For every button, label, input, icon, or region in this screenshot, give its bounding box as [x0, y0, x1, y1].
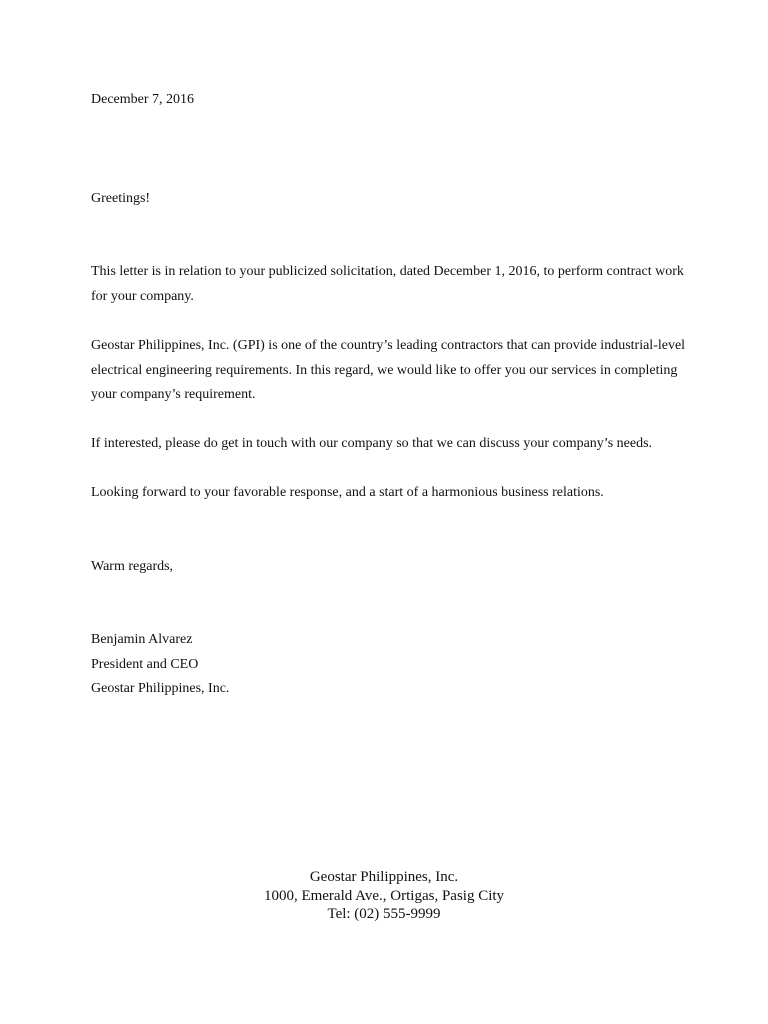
- signature-block: [91, 628, 687, 702]
- paragraph-line: Geostar Philippines, Inc. (GPI) is one of the country’s leading contractors that can provide industrial-level: [91, 338, 686, 353]
- signature-company: Geostar Philippines, Inc.: [91, 681, 230, 696]
- letter-date: December 7, 2016: [91, 92, 195, 107]
- paragraph-line: If interested, please do get in touch with our company so that we can discuss your company’s needs.: [91, 436, 653, 451]
- letter-greeting: Greetings!: [91, 191, 151, 206]
- letter-closing: Warm regards,: [91, 559, 174, 574]
- paragraph-contact: [91, 432, 687, 457]
- letterhead-footer: [0, 868, 768, 924]
- footer-tel: Tel: (02) 555-9999: [327, 906, 441, 922]
- paragraph-line: This letter is in relation to your publicized solicitation, dated December 1, 2016, to perform contract work: [91, 264, 684, 279]
- footer-company: Geostar Philippines, Inc.: [309, 869, 459, 885]
- paragraph-offer: [91, 334, 687, 408]
- paragraph-closing-remark: [91, 481, 687, 506]
- paragraph-line: your company’s requirement.: [91, 387, 256, 402]
- paragraph-line: electrical engineering requirements. In this regard, we would like to offer you our services in completing: [91, 362, 678, 378]
- paragraph-line: Looking forward to your favorable response, and a start of a harmonious business relations.: [91, 485, 604, 500]
- signature-title: President and CEO: [91, 656, 199, 672]
- signature-name: Benjamin Alvarez: [91, 632, 193, 647]
- paragraph-solicitation: [91, 260, 687, 309]
- footer-address: 1000, Emerald Ave., Ortigas, Pasig City: [263, 887, 505, 904]
- paragraph-line: for your company.: [91, 288, 194, 304]
